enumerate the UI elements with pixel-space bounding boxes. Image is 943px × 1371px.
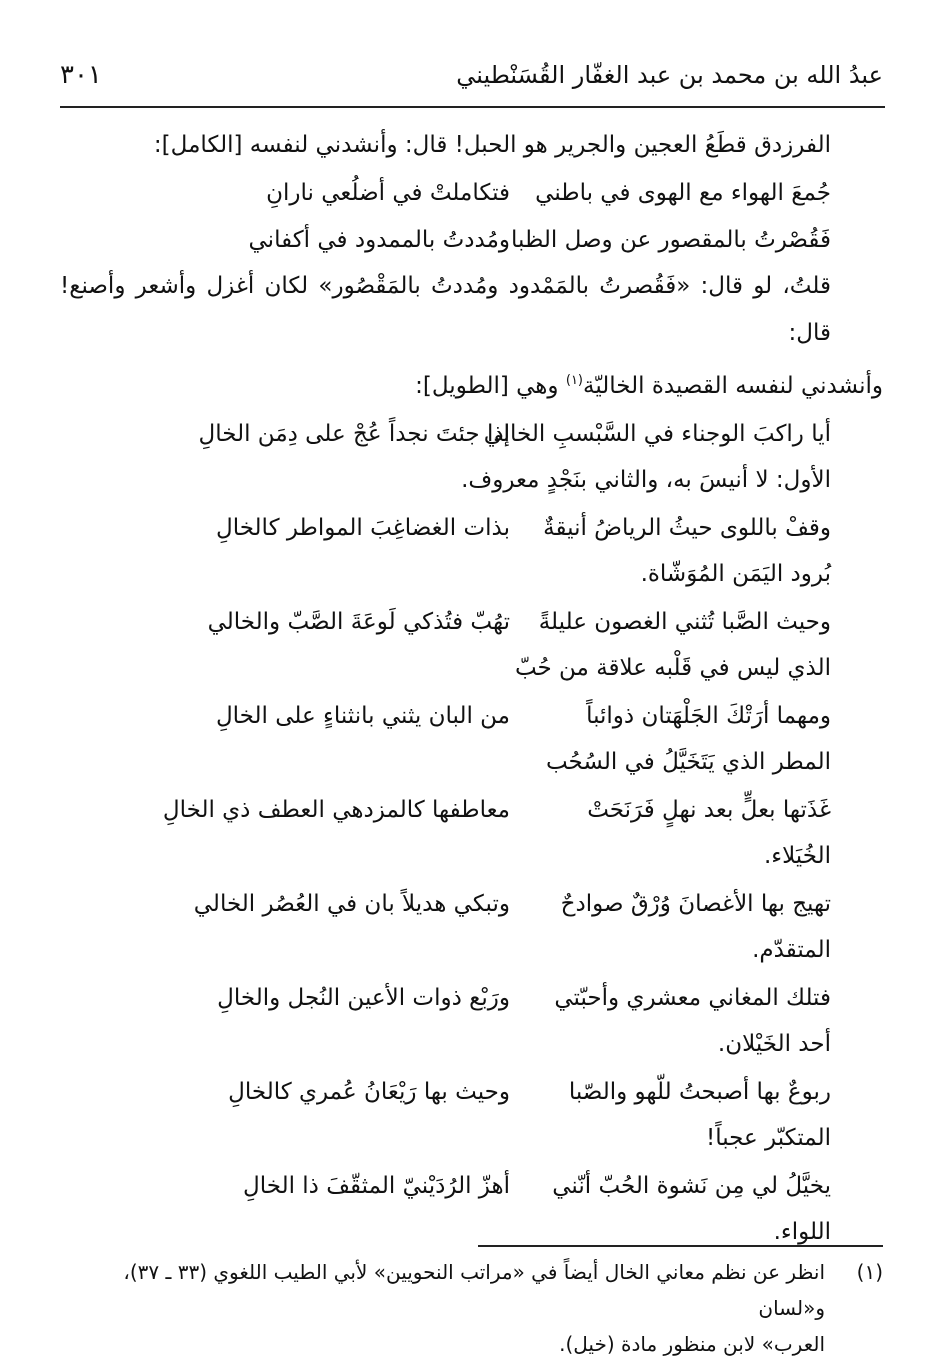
verse-line <box>60 692 883 739</box>
verse-gloss: المطر الذي يَتَخَيَّلُ في السُحُب <box>545 749 831 775</box>
verse-line <box>60 169 883 216</box>
verse-gloss: الأول: لا أنيسَ به، والثاني بنَجْدٍ معروف. <box>461 467 831 493</box>
footnote-reference[interactable]: (١) <box>565 373 583 388</box>
commentary-text-end: وهي [الطويل]: <box>415 373 566 399</box>
verse-second-hemistich: معاطفها كالمزدهي العطف ذي الخالِ <box>162 796 510 823</box>
verse-first-hemistich: ربوعٌ بها أصبحتُ للّهو والصّبا <box>568 1078 831 1105</box>
verse-line <box>60 410 883 457</box>
verse-line <box>60 880 883 927</box>
poem-kamil <box>60 169 883 263</box>
verse-gloss: اللواء. <box>773 1219 831 1245</box>
verse-line <box>60 1068 883 1115</box>
verse-first-hemistich: تهيج بها الأغصانَ وُرْقٌ صوادحٌ <box>560 890 831 917</box>
verse-first-hemistich: غَذَتها بعلٍّ بعد نهلٍ فَرَنَحَتْ <box>587 796 831 823</box>
running-title: عبدُ الله بن محمد بن عبد الغفّار القُسَنْطيني <box>456 61 883 89</box>
page-body <box>60 122 883 1256</box>
commentary-line: قلتُ، لو قال: «فَقُصرتُ بالمَمْدود ومُددتُ بالمَقْصُور» لكان أغزل وأشعر وأصنع! قال: <box>60 273 831 346</box>
footnote-line: انظر عن نظم معاني الخال أيضاً في «مراتب النحويين» لأبي الطيب اللغوي (٣٣ ـ ٣٧)، و«لسان <box>123 1260 825 1320</box>
verse-second-hemistich: ورَبْع ذوات الأعين النُجل والخالِ <box>217 984 510 1011</box>
verse-second-hemistich: أهزّ الرُدَيْنيّ المثقّفَ ذا الخالِ <box>243 1172 510 1199</box>
header-rule <box>60 106 885 108</box>
verse-first-hemistich: أيا راكبَ الوجناء في السَّبْسبِ الخالي <box>483 420 831 447</box>
verse-first-hemistich: ومهما أرَتْكَ الجَلْهَتان ذوائباً <box>586 702 831 729</box>
verse-gloss: الخُيَلاء. <box>763 843 831 869</box>
footnote <box>60 1254 883 1362</box>
commentary-text: وأنشدني لنفسه القصيدة الخاليّة <box>583 373 883 399</box>
page-number: ٣٠١ <box>60 60 102 90</box>
verse-gloss: المتقدّم. <box>752 937 831 963</box>
running-head <box>60 50 883 100</box>
verse-gloss: الذي ليس في قَلْبه علاقة من حُبّ <box>514 655 831 681</box>
footnote-number: (١) <box>856 1260 883 1284</box>
footnote-rule <box>478 1245 883 1247</box>
footnote-line: العرب» لابن منظور مادة (خيل). <box>559 1332 825 1356</box>
verse-second-hemistich: بذات الغضاغِبَ المواطر كالخالِ <box>215 514 510 541</box>
verse-second-hemistich: وحيث بها رَيْعَانُ عُمري كالخالِ <box>228 1078 510 1105</box>
verse-first-hemistich: وحيث الصَّبا تُثني الغصون عليلةً <box>538 608 831 635</box>
verse-gloss: المتكبّر عجباً! <box>705 1125 831 1151</box>
footnote-text <box>60 1254 825 1362</box>
verse-gloss: بُرود اليَمَن المُوَشّاة. <box>640 561 831 587</box>
verse-first-hemistich: وقفْ باللوى حيثُ الرياضُ أنيقةٌ <box>543 514 831 541</box>
verse-line <box>60 974 883 1021</box>
poem-khaliyya <box>60 410 883 1256</box>
verse-first-hemistich: جُمعَ الهواء مع الهوى في باطني <box>535 179 831 206</box>
verse-line <box>60 598 883 645</box>
verse-line <box>60 504 883 551</box>
verse-second-hemistich: إذا جئتَ نجداً عُجْ على دِمَن الخالِ <box>198 420 510 447</box>
verse-line <box>60 1162 883 1209</box>
commentary-line-2 <box>60 357 883 410</box>
verse-second-hemistich: وتبكي هديلاً بان في العُصُر الخالي <box>193 890 510 917</box>
verse-second-hemistich: ومُددتُ بالممدود في أكفاني <box>248 226 510 253</box>
verse-second-hemistich: فتكاملتْ في أضلُعي نارانِ <box>266 179 510 206</box>
verse-gloss: أحد الخَيْلان. <box>717 1031 831 1057</box>
verse-first-hemistich: فَقُصْرتُ بالمقصور عن وصل الظبا <box>511 226 831 253</box>
verse-line <box>60 216 883 263</box>
intro-line: الفرزدق قطَعُ العجين والجرير هو الحبل! قال: وأنشدني لنفسه [الكامل]: <box>153 132 831 158</box>
verse-line <box>60 786 883 833</box>
verse-second-hemistich: من البان يثني بانثناءٍ على الخالِ <box>215 702 510 729</box>
verse-first-hemistich: يخيَّلُ لي مِن نَشوة الحُبّ أنّني <box>552 1172 831 1199</box>
verse-second-hemistich: تهُبّ فتُذكي لَوعَةَ الصَّبّ والخالي <box>207 608 510 635</box>
verse-first-hemistich: فتلك المغاني معشري وأحبّتي <box>554 984 831 1011</box>
